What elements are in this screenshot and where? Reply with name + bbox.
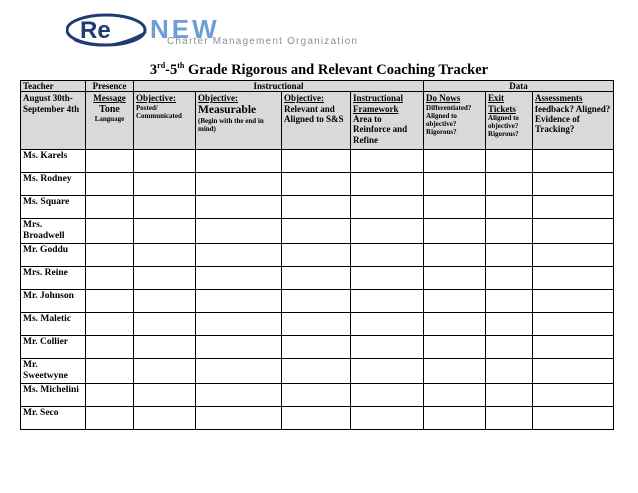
entry-cell[interactable] bbox=[533, 150, 614, 173]
entry-cell[interactable] bbox=[351, 407, 424, 430]
entry-cell[interactable] bbox=[486, 173, 533, 196]
table-row bbox=[21, 244, 614, 267]
table-row bbox=[21, 407, 614, 430]
entry-cell[interactable] bbox=[533, 290, 614, 313]
group-teacher: Teacher bbox=[21, 81, 86, 92]
group-data: Data bbox=[424, 81, 614, 92]
entry-cell[interactable] bbox=[134, 384, 196, 407]
teacher-name: Ms. Maletic bbox=[21, 313, 86, 336]
entry-cell[interactable] bbox=[533, 359, 614, 384]
entry-cell[interactable] bbox=[196, 173, 282, 196]
entry-cell[interactable] bbox=[486, 196, 533, 219]
entry-cell[interactable] bbox=[86, 244, 134, 267]
entry-cell[interactable] bbox=[424, 219, 486, 244]
table-row bbox=[21, 196, 614, 219]
coaching-tracker-table bbox=[20, 80, 614, 430]
entry-cell[interactable] bbox=[533, 384, 614, 407]
entry-cell[interactable] bbox=[351, 219, 424, 244]
svg-text:NEW: NEW bbox=[150, 14, 220, 44]
entry-cell[interactable] bbox=[486, 359, 533, 384]
objective-measurable-header: Objective: Measurable (Begin with the end in mind) bbox=[196, 92, 282, 150]
entry-cell[interactable] bbox=[486, 313, 533, 336]
group-header-row bbox=[21, 81, 614, 92]
entry-cell[interactable] bbox=[134, 244, 196, 267]
entry-cell[interactable] bbox=[533, 219, 614, 244]
teacher-name: Ms. Karels bbox=[21, 150, 86, 173]
table-row bbox=[21, 290, 614, 313]
table-row bbox=[21, 359, 614, 384]
entry-cell[interactable] bbox=[424, 173, 486, 196]
teacher-name: Ms. Michelini bbox=[21, 384, 86, 407]
table-row bbox=[21, 173, 614, 196]
entry-cell[interactable] bbox=[196, 407, 282, 430]
entry-cell[interactable] bbox=[282, 219, 351, 244]
entry-cell[interactable] bbox=[424, 336, 486, 359]
svg-text:Re: Re bbox=[80, 17, 111, 44]
entry-cell[interactable] bbox=[533, 313, 614, 336]
entry-cell[interactable] bbox=[282, 313, 351, 336]
entry-cell[interactable] bbox=[282, 384, 351, 407]
assessments-header: Assessments feedback? Aligned? Evidence of Tracking? bbox=[533, 92, 614, 150]
entry-cell[interactable] bbox=[134, 313, 196, 336]
objective-posted-header: Objective: Posted/ Communicated bbox=[134, 92, 196, 150]
teacher-name: Mr. Johnson bbox=[21, 290, 86, 313]
entry-cell[interactable] bbox=[533, 244, 614, 267]
entry-cell[interactable] bbox=[86, 290, 134, 313]
entry-cell[interactable] bbox=[533, 173, 614, 196]
entry-cell[interactable] bbox=[196, 244, 282, 267]
table-row bbox=[21, 313, 614, 336]
entry-cell[interactable] bbox=[351, 196, 424, 219]
entry-cell[interactable] bbox=[86, 150, 134, 173]
entry-cell[interactable] bbox=[533, 196, 614, 219]
entry-cell[interactable] bbox=[351, 173, 424, 196]
page-title: 3rd-5th Grade Rigorous and Relevant Coaching Tracker bbox=[149, 61, 489, 78]
entry-cell[interactable] bbox=[134, 196, 196, 219]
entry-cell[interactable] bbox=[196, 290, 282, 313]
entry-cell[interactable] bbox=[134, 407, 196, 430]
entry-cell[interactable] bbox=[134, 336, 196, 359]
entry-cell[interactable] bbox=[282, 196, 351, 219]
teacher-rows bbox=[21, 150, 614, 430]
entry-cell[interactable] bbox=[424, 359, 486, 384]
entry-cell[interactable] bbox=[533, 336, 614, 359]
do-nows-header: Do Nows Differentiated? Aligned to objective? Rigorous? bbox=[424, 92, 486, 150]
entry-cell[interactable] bbox=[86, 407, 134, 430]
entry-cell[interactable] bbox=[134, 267, 196, 290]
entry-cell[interactable] bbox=[282, 244, 351, 267]
entry-cell[interactable] bbox=[282, 336, 351, 359]
entry-cell[interactable] bbox=[486, 267, 533, 290]
group-instructional: Instructional bbox=[134, 81, 424, 92]
entry-cell[interactable] bbox=[424, 150, 486, 173]
entry-cell[interactable] bbox=[86, 313, 134, 336]
teacher-name: Mr. Sweetwyne bbox=[21, 359, 86, 384]
entry-cell[interactable] bbox=[533, 407, 614, 430]
entry-cell[interactable] bbox=[486, 244, 533, 267]
entry-cell[interactable] bbox=[134, 359, 196, 384]
entry-cell[interactable] bbox=[282, 173, 351, 196]
entry-cell[interactable] bbox=[86, 219, 134, 244]
logo-tagline: Charter Management Organization bbox=[167, 36, 359, 47]
presence-header: Message Tone Language bbox=[86, 92, 134, 150]
entry-cell[interactable] bbox=[86, 336, 134, 359]
entry-cell[interactable] bbox=[424, 384, 486, 407]
entry-cell[interactable] bbox=[282, 359, 351, 384]
entry-cell[interactable] bbox=[424, 267, 486, 290]
entry-cell[interactable] bbox=[282, 267, 351, 290]
entry-cell[interactable] bbox=[86, 359, 134, 384]
entry-cell[interactable] bbox=[351, 336, 424, 359]
entry-cell[interactable] bbox=[196, 219, 282, 244]
group-presence: Presence bbox=[86, 81, 134, 92]
date-range: August 30th-September 4th bbox=[21, 92, 86, 150]
entry-cell[interactable] bbox=[424, 196, 486, 219]
table-row bbox=[21, 267, 614, 290]
teacher-name: Mrs. Broadwell bbox=[21, 219, 86, 244]
entry-cell[interactable] bbox=[134, 150, 196, 173]
entry-cell[interactable] bbox=[282, 407, 351, 430]
entry-cell[interactable] bbox=[196, 196, 282, 219]
entry-cell[interactable] bbox=[196, 313, 282, 336]
table-row bbox=[21, 384, 614, 407]
entry-cell[interactable] bbox=[486, 407, 533, 430]
teacher-name: Ms. Rodney bbox=[21, 173, 86, 196]
entry-cell[interactable] bbox=[196, 267, 282, 290]
exit-tickets-header: Exit Tickets Aligned to objective? Rigorous? bbox=[486, 92, 533, 150]
entry-cell[interactable] bbox=[134, 290, 196, 313]
entry-cell[interactable] bbox=[196, 336, 282, 359]
entry-cell[interactable] bbox=[282, 150, 351, 173]
teacher-name: Mrs. Reine bbox=[21, 267, 86, 290]
entry-cell[interactable] bbox=[351, 384, 424, 407]
entry-cell[interactable] bbox=[351, 313, 424, 336]
entry-cell[interactable] bbox=[86, 196, 134, 219]
entry-cell[interactable] bbox=[486, 290, 533, 313]
entry-cell[interactable] bbox=[486, 384, 533, 407]
entry-cell[interactable] bbox=[424, 244, 486, 267]
table-row bbox=[21, 150, 614, 173]
table-row bbox=[21, 219, 614, 244]
entry-cell[interactable] bbox=[351, 359, 424, 384]
entry-cell[interactable] bbox=[486, 336, 533, 359]
column-header-row bbox=[21, 92, 614, 150]
teacher-name: Ms. Square bbox=[21, 196, 86, 219]
teacher-name: Mr. Goddu bbox=[21, 244, 86, 267]
entry-cell[interactable] bbox=[486, 219, 533, 244]
entry-cell[interactable] bbox=[351, 244, 424, 267]
entry-cell[interactable] bbox=[351, 150, 424, 173]
teacher-name: Mr. Seco bbox=[21, 407, 86, 430]
instructional-framework-header: Instructional Framework Area to Reinforce and Refine bbox=[351, 92, 424, 150]
entry-cell[interactable] bbox=[424, 407, 486, 430]
entry-cell[interactable] bbox=[196, 359, 282, 384]
entry-cell[interactable] bbox=[424, 313, 486, 336]
teacher-name: Mr. Collier bbox=[21, 336, 86, 359]
entry-cell[interactable] bbox=[424, 290, 486, 313]
table-row bbox=[21, 336, 614, 359]
entry-cell[interactable] bbox=[86, 173, 134, 196]
entry-cell[interactable] bbox=[86, 267, 134, 290]
entry-cell[interactable] bbox=[86, 384, 134, 407]
entry-cell[interactable] bbox=[351, 290, 424, 313]
entry-cell[interactable] bbox=[196, 384, 282, 407]
entry-cell[interactable] bbox=[351, 267, 424, 290]
entry-cell[interactable] bbox=[486, 150, 533, 173]
entry-cell[interactable] bbox=[196, 150, 282, 173]
entry-cell[interactable] bbox=[134, 219, 196, 244]
entry-cell[interactable] bbox=[282, 290, 351, 313]
entry-cell[interactable] bbox=[134, 173, 196, 196]
entry-cell[interactable] bbox=[533, 267, 614, 290]
objective-relevant-header: Objective: Relevant and Aligned to S&S bbox=[282, 92, 351, 150]
